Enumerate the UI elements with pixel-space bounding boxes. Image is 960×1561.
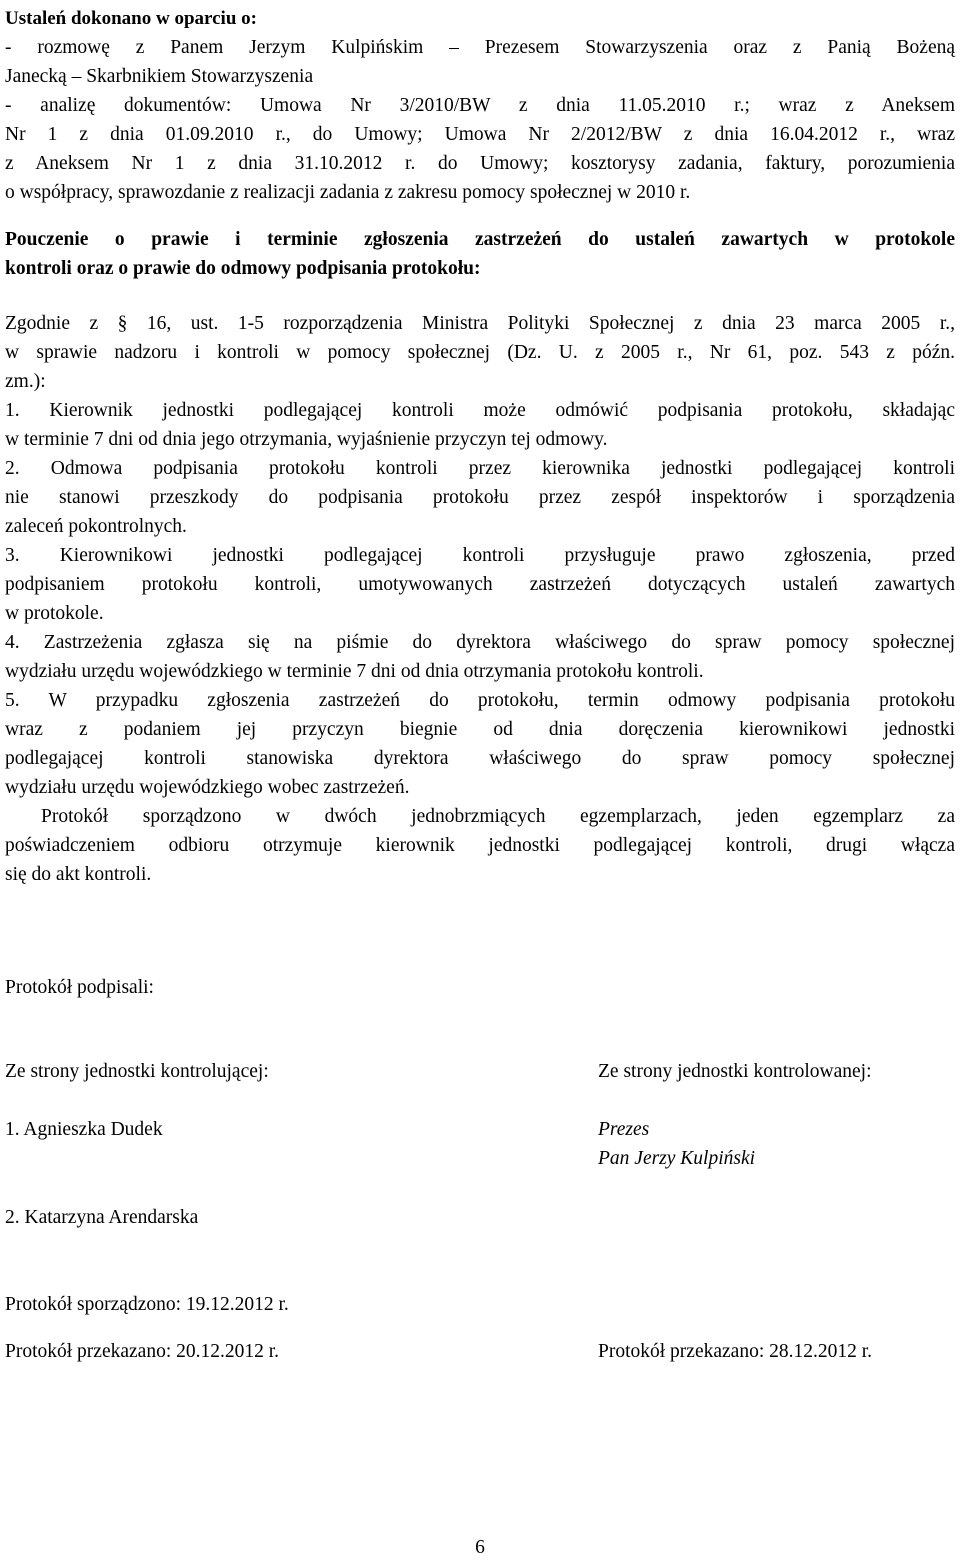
point-line: podpisaniem protokołu kontroli, umotywowanych zastrzeżeń dotyczących ustaleń zawartych (5, 574, 955, 595)
closing-line: się do akt kontroli. (5, 864, 152, 885)
point-line: zaleceń pokontrolnych. (5, 516, 187, 537)
signatures-header-row (5, 1057, 955, 1086)
prepared-date: Protokół sporządzono: 19.12.2012 r. (5, 1294, 289, 1315)
legal-basis (5, 309, 955, 396)
delivered-date-left: Protokół przekazano: 20.12.2012 r. (5, 1341, 280, 1362)
point-line: w terminie 7 dni od dnia jego otrzymania, wyjaśnienie przyczyn tej odmowy. (5, 429, 608, 450)
controlled-signer-name: Pan Jerzy Kulpiński (598, 1148, 756, 1169)
point-line: nie stanowi przeszkody do podpisania protokołu przez zespół inspektorów i sporządzenia (5, 487, 955, 508)
intro-line: Janecką – Skarbnikiem Stowarzyszenia (5, 66, 314, 87)
instruction-points (5, 396, 955, 802)
point-line: 2. Odmowa podpisania protokołu kontroli przez kierownika jednostki podlegającej kontroli (5, 458, 955, 479)
point-line: 5. W przypadku zgłoszenia zastrzeżeń do protokołu, termin odmowy podpisania protokołu (5, 690, 955, 711)
controlled-signer-role: Prezes (598, 1119, 650, 1140)
intro-line: - rozmowę z Panem Jerzym Kulpińskim – Prezesem Stowarzyszenia oraz z Panią Bożeną (5, 37, 955, 58)
point-line: 3. Kierownikowi jednostki podlegającej kontroli przysługuje prawo zgłoszenia, przed (5, 545, 955, 566)
point-5 (5, 686, 955, 802)
point-3 (5, 541, 955, 628)
legal-basis-line: Zgodnie z § 16, ust. 1-5 rozporządzenia Ministra Polityki Społecznej z dnia 23 marca 2005 r., (5, 313, 955, 334)
closing-paragraph (5, 802, 955, 889)
delivered-dates-row (5, 1337, 955, 1366)
signers-row-3 (5, 1203, 955, 1232)
point-1 (5, 396, 955, 454)
intro-line: o współpracy, sprawozdanie z realizacji zadania z zakresu pomocy społecznej w 2010 r. (5, 182, 691, 203)
legal-basis-line: zm.): (5, 371, 46, 392)
intro-line: z Aneksem Nr 1 z dnia 31.10.2012 r. do Umowy; kosztorysy zadania, faktury, porozumienia (5, 153, 955, 174)
point-line: 4. Zastrzeżenia zgłasza się na piśmie do dyrektora właściwego do spraw pomocy społecznej (5, 632, 955, 653)
signer-2: 2. Katarzyna Arendarska (5, 1207, 199, 1228)
document-page (5, 0, 955, 1366)
point-line: wydziału urzędu wojewódzkiego w terminie 7 dni od dnia otrzymania protokołu kontroli. (5, 661, 704, 682)
point-line: podlegającej kontroli stanowiska dyrektora właściwego do spraw pomocy społecznej (5, 748, 955, 769)
controlled-unit-heading: Ze strony jednostki kontrolowanej: (598, 1061, 872, 1082)
signers-row-2 (5, 1144, 955, 1173)
signers-row-1 (5, 1115, 955, 1144)
intro-line: Nr 1 z dnia 01.09.2010 r., do Umowy; Umowa Nr 2/2012/BW z dnia 16.04.2012 r., wraz (5, 124, 955, 145)
delivered-date-right: Protokół przekazano: 28.12.2012 r. (598, 1341, 873, 1362)
point-4 (5, 628, 955, 686)
controlling-unit-heading: Ze strony jednostki kontrolującej: (5, 1061, 269, 1082)
point-line: wraz z podaniem jej przyczyn biegnie od dnia doręczenia kierownikowi jednostki (5, 719, 955, 740)
point-2 (5, 454, 955, 541)
closing-line: poświadczeniem odbioru otrzymuje kierownik jednostki podlegającej kontroli, drugi włącza (5, 835, 955, 856)
signatures-heading: Protokół podpisali: (5, 977, 154, 998)
intro-heading: Ustaleń dokonano w oparciu o: (5, 8, 257, 29)
intro-section (5, 0, 955, 207)
page-number: 6 (475, 1537, 485, 1558)
prepared-date-row (5, 1290, 955, 1319)
instruction-heading-line: Pouczenie o prawie i terminie zgłoszenia zastrzeżeń do ustaleń zawartych w protokole (5, 229, 955, 250)
signer-1: 1. Agnieszka Dudek (5, 1119, 163, 1140)
point-line: w protokole. (5, 603, 104, 624)
point-line: wydziału urzędu wojewódzkiego wobec zastrzeżeń. (5, 777, 410, 798)
intro-line: - analizę dokumentów: Umowa Nr 3/2010/BW z dnia 11.05.2010 r.; wraz z Aneksem (5, 95, 955, 116)
instruction-heading (5, 225, 955, 283)
instruction-heading-line: kontroli oraz o prawie do odmowy podpisania protokołu: (5, 258, 481, 279)
point-line: 1. Kierownik jednostki podlegającej kontroli może odmówić podpisania protokołu, składając (5, 400, 955, 421)
closing-line: Protokół sporządzono w dwóch jednobrzmiących egzemplarzach, jeden egzemplarz za (41, 806, 955, 827)
legal-basis-line: w sprawie nadzoru i kontroli w pomocy społecznej (Dz. U. z 2005 r., Nr 61, poz. 543 z późn. (5, 342, 955, 363)
